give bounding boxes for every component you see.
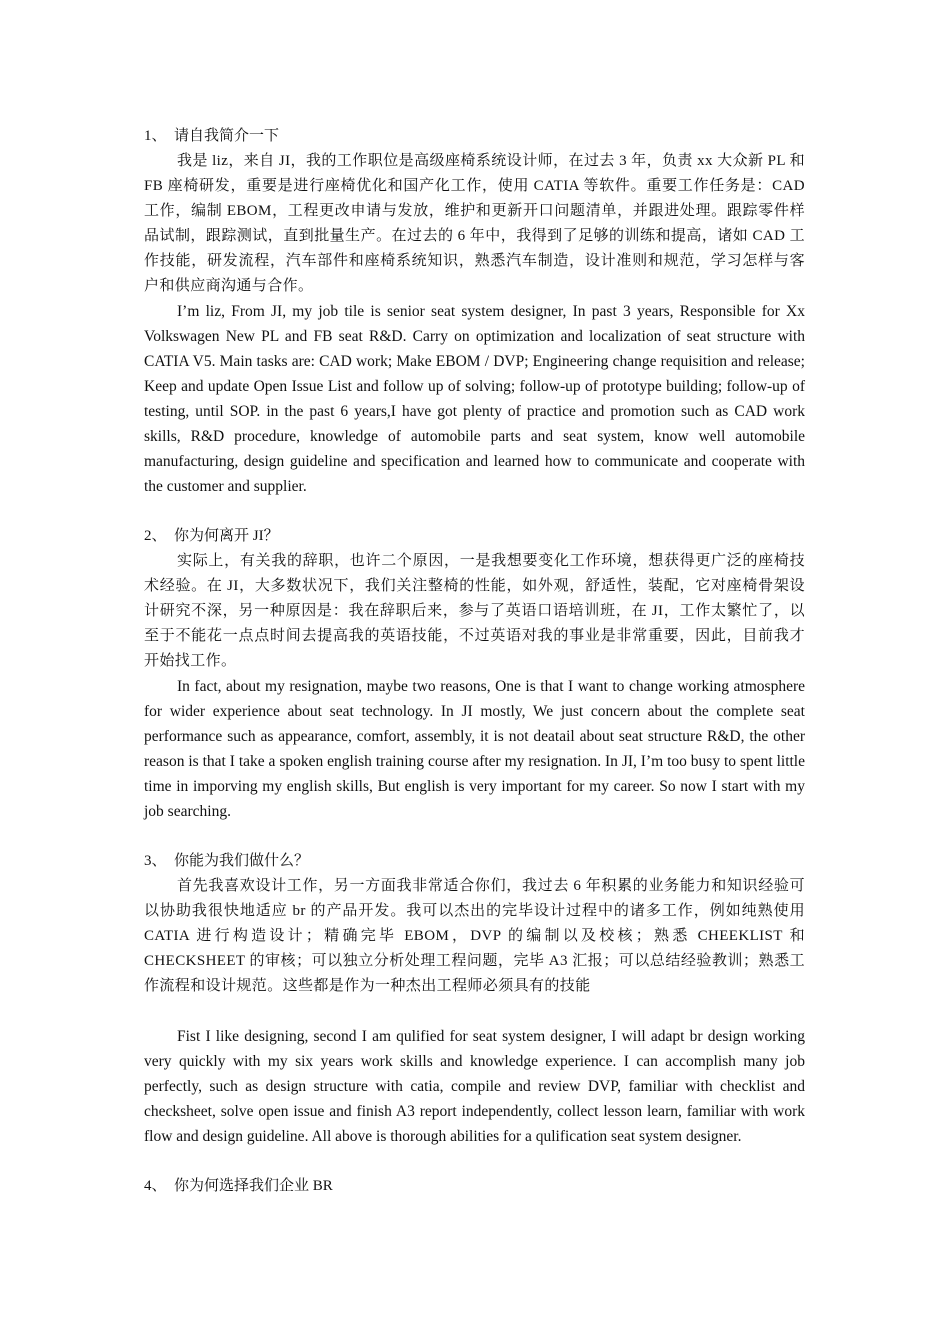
paragraph-spacer [144,999,805,1024]
question-text: 请自我简介一下 [174,128,280,144]
answer-english: Fist I like designing, second I am qulified for seat system designer, I will adapt br design working very quickly with my six years work skills and knowledge experience. I can accomplish many job perfectly, such as design structure with catia, compile and review DVP, familiar with checklist and checksheet, solve open issue and finish A3 report independently, collect lesson learn, familiar with work flow and design guideline. All above is thorough abilities for a qulification seat system designer. [144,1028,805,1145]
answer-chinese: 首先我喜欢设计工作，另一方面我非常适合你们，我过去 6 年积累的业务能力和知识经验可以协助我很快地适应 br 的产品开发。我可以杰出的完毕设计过程中的诸多工作，例如纯熟使用 CATIA 进行构造设计；精确完毕 EBOM，DVP 的编制以及校核；熟悉 CHEEKLIST 和 CHECKSHEET 的审核；可以独立分析处理工程问题，完毕 A3 汇报；可以总结经验教训；熟悉工作流程和设计规范。这些都是作为一种杰出工程师必须具有的技能 [144,878,805,994]
question-heading [144,849,805,874]
question-text: 你为何离开 JI？ [174,528,279,544]
answer-chinese: 我是 liz，来自 JI，我的工作职位是高级座椅系统设计师，在过去 3 年，负责 xx 大众新 PL 和 FB 座椅研发，重要是进行座椅优化和国产化工作，使用 CATIA 等软件。重要工作任务是：CAD 工作，编制 EBOM，工程更改申请与发放，维护和更新开口问题清单，并跟进处理。跟踪零件样品试制，跟踪测试，直到批量生产。在过去的 6 年中，我得到了足够的训练和提高，诸如 CAD 工作技能，研发流程，汽车部件和座椅系统知识，熟悉汽车制造，设计准则和规范，学习怎样与客户和供应商沟通与合作。 [144,153,805,294]
answer-english: In fact, about my resignation, maybe two reasons, One is that I want to change working atmosphere for wider experience about seat technology. In JI mostly, We just concern about the complete seat performance such as appearance, comfort, assembly, it is not deatail about seat structure R&D, the other reason is that I take a spoken english training course after my resignation. In JI, I’m too busy to spent little time in imporving my english skills, But english is very important for my career. So now I start with my job searching. [144,678,805,820]
question-number: 4、 [144,1178,167,1194]
document-page [144,124,805,1224]
qa-section-3 [144,849,805,1149]
question-number: 2、 [144,528,167,544]
answer-english: I’m liz, From JI, my job tile is senior seat system designer, In past 3 years, Responsible for Xx Volkswagen New PL and FB seat R&D. Carry on optimization and localization of seat structure with CATIA V5. Main tasks are: CAD work; Make EBOM / DVP; Engineering change requisition and release; Keep and update Open Issue List and follow up of solving; follow-up of prototype building; follow-up of testing, until SOP. in the past 6 years,I have got plenty of practice and promotion such as CAD work skills, R&D procedure, knowledge of automobile parts and seat system, know well automobile manufacturing, design guideline and specification and learned how to communicate and cooperate with the customer and supplier. [144,303,805,495]
question-text: 你为何选择我们企业 BR [174,1178,333,1194]
question-heading [144,524,805,549]
qa-section-4 [144,1174,805,1199]
qa-section-1 [144,124,805,499]
question-number: 1、 [144,128,167,144]
qa-section-2 [144,524,805,824]
question-text: 你能为我们做什么？ [174,853,310,869]
question-heading [144,124,805,149]
question-number: 3、 [144,853,167,869]
answer-chinese: 实际上，有关我的辞职，也许二个原因，一是我想要变化工作环境，想获得更广泛的座椅技术经验。在 JI，大多数状况下，我们关注整椅的性能，如外观，舒适性，装配，它对座椅骨架设计研究不深，另一种原因是：我在辞职后来，参与了英语口语培训班，在 JI，工作太繁忙了，以至于不能花一点点时间去提高我的英语技能，不过英语对我的事业是非常重要，因此，目前我才开始找工作。 [144,553,805,669]
question-heading [144,1174,805,1199]
